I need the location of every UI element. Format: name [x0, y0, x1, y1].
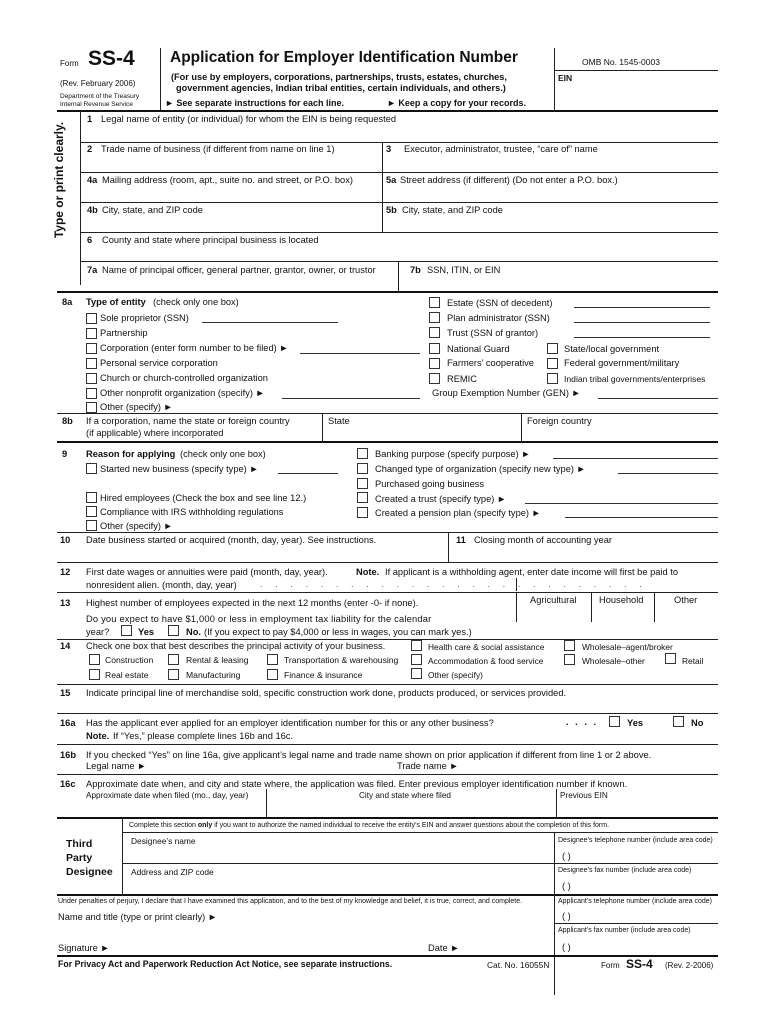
line15-label: Indicate principal line of merchandise sold, specific construction work done, products produced, or services provided. — [86, 688, 567, 698]
yes-label: Yes — [627, 718, 644, 728]
sole-proprietor-checkbox[interactable] — [86, 313, 97, 324]
option-label: Retail — [682, 656, 704, 666]
option-label: Accommodation & food service — [428, 656, 544, 666]
option-label: Started new business (specify type) ► — [100, 464, 259, 474]
third-party-label-2: Party — [66, 852, 93, 864]
option-label: Rental & leasing — [186, 655, 249, 665]
applicant-phone-label: Applicant’s telephone number (include area code) — [558, 898, 712, 905]
designee-fax-field[interactable] — [605, 878, 715, 892]
line-number: 6 — [87, 235, 93, 245]
entity-type-heading: Type of entity — [86, 297, 146, 307]
personal-service-corp-checkbox[interactable] — [86, 358, 97, 369]
line-number: 9 — [62, 449, 68, 459]
prior-legal-name-field[interactable] — [150, 760, 390, 772]
line13-label: Highest number of employees expected in the next 12 months (enter -0- if none). — [86, 598, 419, 608]
designee-phone-label: Designee’s telephone number (include area code) — [558, 837, 713, 844]
line-number: 5a — [386, 175, 397, 185]
option-label: Corporation (enter form number to be filed) ► — [100, 343, 289, 353]
option-label: Church or church-controlled organization — [100, 373, 268, 383]
option-label: Transportation & warehousing — [284, 655, 399, 665]
option-label: Farmers’ cooperative — [447, 358, 534, 368]
remic-checkbox[interactable] — [429, 373, 440, 384]
date-filed-label: Approximate date when filed (mo., day, year) — [86, 791, 249, 800]
applicant-fax-label: Applicant’s fax number (include area code) — [558, 927, 691, 934]
form-number: SS-4 — [88, 47, 135, 70]
third-party-label-3: Designee — [66, 866, 113, 878]
line13-question: Do you expect to have $1,000 or less in employment tax liability for the calendar — [86, 614, 432, 624]
compliance-checkbox[interactable] — [86, 506, 97, 517]
national-guard-checkbox[interactable] — [429, 343, 440, 354]
federal-gov-checkbox[interactable] — [547, 358, 558, 369]
other-count-field[interactable] — [656, 607, 717, 621]
line12-text-2: nonresident alien. (month, day, year) — [86, 580, 237, 590]
option-label: Other (specify) ► — [100, 521, 173, 531]
prior-trade-name-field[interactable] — [462, 760, 712, 772]
merchandise-field[interactable] — [86, 699, 717, 713]
designee-fax-label: Designee’s fax number (include area code) — [558, 867, 692, 874]
line-number: 13 — [60, 598, 71, 608]
previous-ein-label: Previous EIN — [560, 791, 608, 800]
option-label: Changed type of organization (specify new type) ► — [375, 464, 586, 474]
revision-date: (Rev. February 2006) — [60, 79, 136, 88]
line16c-label: Approximate date when, and city and state where, the application was filed. Enter previous employer identification number if known. — [86, 779, 628, 789]
line-number: 10 — [60, 535, 71, 545]
option-label: Health care & social assistance — [428, 642, 545, 652]
option-label: Real estate — [105, 670, 149, 680]
option-label: Created a pension plan (specify type) ► — [375, 508, 541, 518]
third-party-label-1: Third — [66, 838, 93, 850]
perjury-statement: Under penalties of perjury, I declare that I have examined this application, and to the best of my knowledge and belief, it is true, correct, and complete. — [58, 898, 523, 905]
form-label: Form — [60, 59, 79, 68]
designee-phone-field[interactable] — [605, 848, 715, 862]
agricultural-label: Agricultural — [530, 595, 577, 605]
first-wages-date-field[interactable] — [518, 578, 717, 591]
household-label: Household — [599, 595, 644, 605]
option-label: Other nonprofit organization (specify) ► — [100, 388, 265, 398]
line-number: 1 — [87, 114, 93, 124]
area-code-parens: ( ) — [562, 851, 571, 861]
other-reason-checkbox[interactable] — [86, 520, 97, 531]
incorporation-text-1: If a corporation, name the state or foreign country — [86, 416, 290, 426]
line13-question-year: year? — [86, 627, 110, 637]
name-title-field[interactable] — [220, 910, 550, 924]
corporation-checkbox[interactable] — [86, 343, 97, 354]
line14-label: Check one box that best describes the principal activity of your business. — [86, 641, 386, 651]
dot-leader: . . . . — [566, 717, 599, 727]
line-number: 2 — [87, 144, 93, 154]
applicant-phone-field[interactable] — [605, 908, 715, 922]
line-number: 15 — [60, 688, 71, 698]
reason-note: (check only one box) — [180, 449, 266, 459]
option-label: Wholesale–other — [582, 656, 645, 666]
option-label: Partnership — [100, 328, 148, 338]
wholesale-agent-checkbox[interactable] — [564, 640, 575, 651]
option-label: Compliance with IRS withholding regulations — [100, 507, 284, 517]
tax-liability-no-checkbox[interactable] — [168, 625, 179, 636]
omb-number: OMB No. 1545-0003 — [582, 57, 660, 67]
city-state-zip-field[interactable] — [81, 216, 381, 231]
option-label: Finance & insurance — [284, 670, 363, 680]
tax-liability-yes-checkbox[interactable] — [121, 625, 132, 636]
household-count-field[interactable] — [593, 607, 653, 621]
foreign-country-label: Foreign country — [527, 416, 592, 426]
area-code-parens: ( ) — [562, 881, 571, 891]
city-state-filed-label: City and state where filed — [359, 791, 451, 800]
state-label: State — [328, 416, 350, 426]
option-label: Plan administrator (SSN) — [447, 313, 550, 323]
signature-label: Signature ► — [58, 943, 110, 953]
option-label: Manufacturing — [186, 670, 241, 680]
yes-label: Yes — [138, 627, 155, 637]
line16a-label: Has the applicant ever applied for an employer identification number for this or any other business? — [86, 718, 494, 728]
line16a-note: If “Yes,” please complete lines 16b and 16c. — [113, 731, 294, 741]
option-label: Banking purpose (specify purpose) ► — [375, 449, 531, 459]
option-label: Purchased going business — [375, 479, 485, 489]
designee-name-label: Designee’s name — [131, 836, 196, 846]
line-number: 8a — [62, 297, 73, 307]
construction-checkbox[interactable] — [89, 654, 100, 665]
mailing-address-field[interactable] — [81, 186, 381, 201]
ein-label: EIN — [558, 73, 573, 83]
manufacturing-checkbox[interactable] — [168, 669, 179, 680]
trade-name-field[interactable] — [81, 155, 381, 171]
option-label: Estate (SSN of decedent) — [447, 298, 553, 308]
option-label: Other (specify) ► — [100, 402, 173, 412]
line-number: 12 — [60, 567, 71, 577]
option-label: Federal government/military — [564, 358, 680, 368]
option-label: Hired employees (Check the box and see line 12.) — [100, 493, 307, 503]
signature-field[interactable] — [115, 938, 420, 953]
transportation-checkbox[interactable] — [267, 654, 278, 665]
previous-ein-field[interactable] — [558, 802, 717, 816]
retail-checkbox[interactable] — [665, 653, 676, 664]
name-title-label: Name and title (type or print clearly) ► — [58, 912, 218, 922]
line-number: 7b — [410, 265, 421, 275]
footer-form-number: SS-4 — [626, 957, 653, 971]
trust-checkbox[interactable] — [429, 327, 440, 338]
reason-heading: Reason for applying — [86, 449, 176, 459]
other-nonprofit-checkbox[interactable] — [86, 388, 97, 399]
line-number: 16c — [60, 779, 76, 789]
footer-form-label: Form — [601, 961, 620, 970]
state-local-gov-checkbox[interactable] — [547, 343, 558, 354]
option-label: Personal service corporation — [100, 358, 218, 368]
closing-month-field[interactable] — [450, 546, 717, 561]
no-label: No. — [186, 627, 201, 637]
department-line2: Internal Revenue Service — [60, 101, 133, 108]
county-state-field[interactable] — [81, 246, 717, 260]
principal-officer-field[interactable] — [81, 276, 397, 288]
option-label: Construction — [105, 655, 154, 665]
purchased-business-checkbox[interactable] — [357, 478, 368, 489]
care-of-name-field[interactable] — [384, 155, 717, 171]
ssn-itin-ein-field[interactable] — [400, 276, 717, 288]
line-number: 16a — [60, 718, 76, 728]
line-number: 4a — [87, 175, 98, 185]
line-number: 14 — [60, 641, 71, 651]
pension-plan-checkbox[interactable] — [357, 507, 368, 518]
line-number: 7a — [87, 265, 98, 275]
signature-date-field[interactable] — [465, 938, 551, 953]
line12-text-b: If applicant is a withholding agent, enter date income will first be paid to — [385, 567, 679, 577]
banking-purpose-checkbox[interactable] — [357, 448, 368, 459]
health-care-checkbox[interactable] — [411, 640, 422, 651]
date-started-field[interactable] — [86, 546, 446, 561]
line5b-label: City, state, and ZIP code — [402, 205, 503, 215]
keep-copy-note: ► Keep a copy for your records. — [387, 98, 526, 108]
line4a-label: Mailing address (room, apt., suite no. and street, or P.O. box) — [102, 175, 353, 185]
church-checkbox[interactable] — [86, 373, 97, 384]
agricultural-count-field[interactable] — [518, 607, 590, 621]
legal-name-label: Legal name ► — [86, 761, 147, 771]
department-line1: Department of the Treasury — [60, 93, 140, 100]
line16b-label: If you checked “Yes” on line 16a, give applicant’s legal name and trade name shown on prior application if different from line 1 or 2 above. — [86, 750, 652, 760]
option-label: Indian tribal governments/enterprises — [564, 374, 706, 384]
date-label: Date ► — [428, 943, 460, 953]
indian-tribal-checkbox[interactable] — [547, 373, 558, 384]
area-code-parens: ( ) — [562, 911, 571, 921]
line12-text: First date wages or annuities were paid (month, day, year). — [86, 567, 328, 577]
line1-label: Legal name of entity (or individual) for whom the EIN is being requested — [101, 114, 397, 124]
designee-name-field[interactable] — [125, 847, 553, 862]
line3-label: Executor, administrator, trustee, “care of” name — [404, 144, 598, 154]
city-state-zip-2-field[interactable] — [384, 216, 717, 231]
street-address-field[interactable] — [384, 186, 717, 201]
wholesale-other-checkbox[interactable] — [564, 654, 575, 665]
group-exemption-label: Group Exemption Number (GEN) ► — [432, 388, 581, 398]
option-label: Trust (SSN of grantor) — [447, 328, 539, 338]
accommodation-checkbox[interactable] — [411, 654, 422, 665]
started-business-checkbox[interactable] — [86, 463, 97, 474]
option-label: Other (specify) — [428, 670, 483, 680]
legal-name-field[interactable] — [81, 124, 717, 141]
line-number: 5b — [386, 205, 397, 215]
privacy-notice: For Privacy Act and Paperwork Reduction Act Notice, see separate instructions. — [58, 959, 393, 969]
option-label: National Guard — [447, 344, 510, 354]
designee-address-label: Address and ZIP code — [131, 867, 214, 877]
created-trust-checkbox[interactable] — [357, 492, 368, 503]
form-subtitle-1: (For use by employers, corporations, partnerships, trusts, estates, churches, — [171, 72, 507, 82]
line-number: 3 — [386, 144, 392, 154]
line-number: 11 — [456, 535, 466, 545]
option-label: Wholesale–agent/broker — [582, 642, 673, 652]
line2-label: Trade name of business (if different from name on line 1) — [101, 144, 335, 154]
line12-note-label: Note. — [356, 567, 380, 577]
other-activity-checkbox[interactable] — [411, 668, 422, 679]
line-number: 4b — [87, 205, 98, 215]
form-title: Application for Employer Identification Number — [170, 49, 518, 66]
other-entity-checkbox[interactable] — [86, 402, 97, 413]
line13-question-note: (If you expect to pay $4,000 or less in wages, you can mark yes.) — [204, 627, 472, 637]
farmers-coop-checkbox[interactable] — [429, 358, 440, 369]
plan-administrator-checkbox[interactable] — [429, 312, 440, 323]
instructions-note: ► See separate instructions for each line. — [165, 98, 344, 108]
city-state-filed-field[interactable] — [268, 802, 554, 816]
line6-label: County and state where principal business is located — [102, 235, 319, 245]
real-estate-checkbox[interactable] — [89, 669, 100, 680]
footer-revision: (Rev. 2-2006) — [665, 961, 714, 970]
applicant-fax-field[interactable] — [605, 938, 715, 952]
finance-insurance-checkbox[interactable] — [267, 669, 278, 680]
option-label: REMIC — [447, 374, 477, 384]
date-filed-field[interactable] — [86, 802, 264, 816]
rental-leasing-checkbox[interactable] — [168, 654, 179, 665]
changed-type-checkbox[interactable] — [357, 463, 368, 474]
line11-label: Closing month of accounting year — [474, 535, 612, 545]
option-label: Sole proprietor (SSN) — [100, 313, 189, 323]
no-label: No — [691, 718, 704, 728]
option-label: Created a trust (specify type) ► — [375, 494, 507, 504]
option-label: State/local government — [564, 344, 660, 354]
designee-address-field[interactable] — [125, 878, 553, 893]
line-number: 8b — [62, 416, 73, 426]
line7a-label: Name of principal officer, general partner, grantor, owner, or trustor — [102, 265, 376, 275]
estate-checkbox[interactable] — [429, 297, 440, 308]
applied-before-yes-checkbox[interactable] — [609, 716, 620, 727]
side-label: Type or print clearly. — [52, 121, 66, 239]
note-label: Note. — [86, 731, 110, 741]
line5a-label: Street address (if different) (Do not enter a P.O. box.) — [400, 175, 618, 185]
catalog-number: Cat. No. 16055N — [487, 960, 550, 970]
trade-name-label: Trade name ► — [397, 761, 459, 771]
incorporation-text-2: (if applicable) where incorporated — [86, 428, 224, 438]
form-subtitle-2: government agencies, Indian tribal entities, certain individuals, and others.) — [176, 83, 506, 93]
partnership-checkbox[interactable] — [86, 328, 97, 339]
area-code-parens: ( ) — [562, 942, 571, 952]
entity-type-note: (check only one box) — [153, 297, 239, 307]
line4b-label: City, state, and ZIP code — [102, 205, 203, 215]
hired-employees-checkbox[interactable] — [86, 492, 97, 503]
designee-intro: Complete this section only if you want to authorize the named individual to receive the entity’s EIN and answer questions about the completion of this form. — [129, 822, 610, 829]
applied-before-no-checkbox[interactable] — [673, 716, 684, 727]
line7b-label: SSN, ITIN, or EIN — [427, 265, 501, 275]
line10-label: Date business started or acquired (month, day, year). See instructions. — [86, 535, 377, 545]
other-employees-label: Other — [674, 595, 698, 605]
line-number: 16b — [60, 750, 77, 760]
